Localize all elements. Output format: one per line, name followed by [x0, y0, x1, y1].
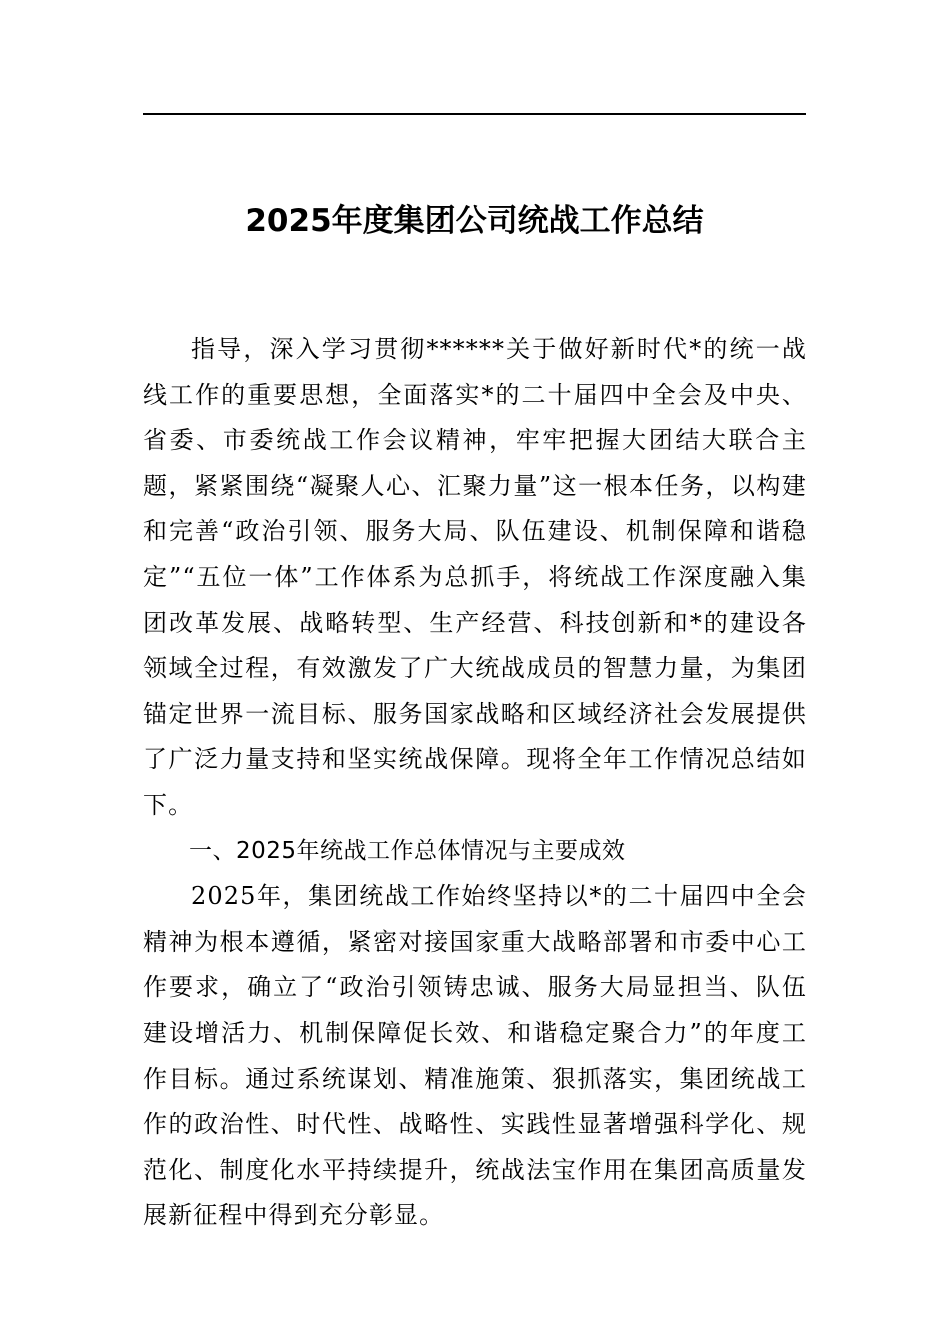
header-rule — [143, 113, 806, 115]
section-paragraph: 2025年，集团统战工作始终坚持以*的二十届四中全会精神为根本遵循，紧密对接国家重大战略部署和市委中心工作要求，确立了“政治引领铸忠诚、服务大局显担当、队伍建设增活力、机制保障促长效、和谐稳定聚合力”的年度工作目标。通过系统谋划、精准施策、狠抓落实，集团统战工作的政治性、时代性、战略性、实践性显著增强科学化、规范化、制度化水平持续提升，统战法宝作用在集团高质量发展新征程中得到充分彰显。 — [143, 882, 807, 1230]
document-body — [143, 327, 807, 1239]
document-title: 2025年度集团公司统战工作总结 — [245, 203, 704, 239]
intro-paragraph: 指导，深入学习贯彻******关于做好新时代*的统一战线工作的重要思想，全面落实*的二十届四中全会及中央、省委、市委统战工作会议精神，牢牢把握大团结大联合主题，紧紧围绕“凝聚人心、汇聚力量”这一根本任务，以构建和完善“政治引领、服务大局、队伍建设、机制保障和谐稳定”“五位一体”工作体系为总抓手，将统战工作深度融入集团改革发展、战略转型、生产经营、科技创新和*的建设各领域全过程，有效激发了广大统战成员的智慧力量，为集团锚定世界一流目标、服务国家战略和区域经济社会发展提供了广泛力量支持和坚实统战保障。现将全年工作情况总结如下。 — [143, 335, 807, 819]
section-heading: 一、2025年统战工作总体情况与主要成效 — [189, 837, 626, 864]
